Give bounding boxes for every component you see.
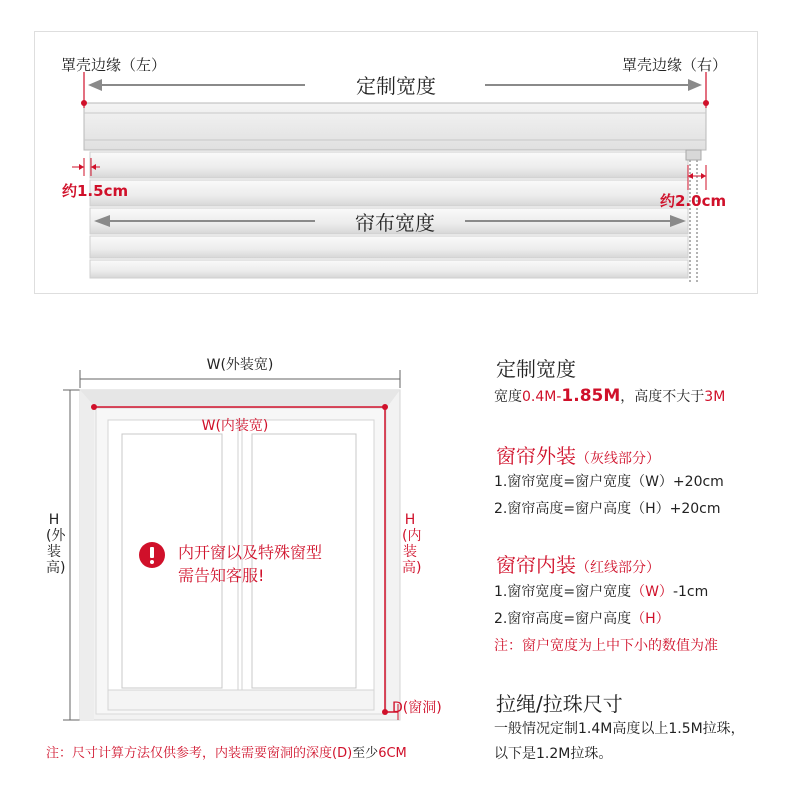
fabric-slat [90, 152, 688, 178]
bottom-note-prefix: 注：尺寸计算方法仅供参考，内装需要窗洞的 [46, 746, 307, 761]
cord-line-1: 一般情况定制1.4M高度以上1.5M拉珠， [494, 721, 745, 737]
inner-install-line-2 [494, 608, 670, 628]
top-diagram-svg [0, 0, 790, 300]
outer-height-label: H(外装高) [46, 512, 66, 576]
outer-install-title: 窗帘外装 [496, 444, 576, 468]
inner-line1-suffix: -1cm [672, 584, 709, 600]
inner-install-subtitle: （红线部分） [576, 560, 660, 576]
exclamation-circle-icon [138, 541, 166, 569]
inner-height-label: H(内装高) [402, 512, 422, 576]
bottom-note-depth: 深度(D) [306, 746, 353, 761]
headrail [84, 103, 706, 150]
fabric-slat [90, 180, 688, 206]
width-prefix: 宽度 [494, 389, 522, 405]
inner-install-heading [496, 549, 660, 578]
right-gap-label: 约2.0cm [660, 192, 727, 210]
inner-line2-h: （H） [631, 611, 670, 627]
warning-line-2: 需告知客服! [178, 566, 265, 585]
fabric-slat [90, 236, 688, 258]
height-text: ，高度不大于 [620, 389, 705, 405]
warning-line-1: 内开窗以及特殊窗型 [178, 543, 323, 562]
width-max: 1.85M [561, 386, 621, 406]
custom-width-range [494, 386, 725, 406]
depth-label: D(窗洞) [392, 700, 442, 716]
height-max: 3M [704, 389, 726, 405]
bottom-note-suffix-1: 至少 [352, 746, 379, 761]
outer-install-line-1: 1.窗帘宽度=窗户宽度（W）+20cm [494, 474, 724, 490]
outer-install-line-2: 2.窗帘高度=窗户高度（H）+20cm [494, 501, 721, 517]
fabric-width-label: 帘布宽度 [355, 211, 435, 235]
cord-title: 拉绳/拉珠尺寸 [496, 692, 623, 716]
fabric-slat [90, 260, 688, 278]
bottom-note [46, 742, 407, 761]
inner-install-title: 窗帘内装 [496, 553, 576, 577]
custom-width-title: 定制宽度 [496, 357, 576, 381]
outer-install-subtitle: （灰线部分） [576, 451, 660, 467]
bottom-note-suffix-2: 6CM [378, 746, 407, 761]
outer-height-dimension [63, 390, 80, 720]
width-min: 0.4M- [522, 389, 562, 405]
custom-width-label: 定制宽度 [356, 74, 436, 98]
inner-install-line-1 [494, 581, 708, 601]
cord-line-2: 以下是1.2M拉珠。 [494, 746, 613, 762]
left-gap-label: 约1.5cm [62, 182, 129, 200]
inner-width-label: W(内装宽) [201, 418, 269, 434]
outer-install-heading [496, 440, 660, 469]
inner-install-note: 注：窗户宽度为上中下小的数值为准 [494, 638, 718, 654]
inner-line1-prefix: 1.窗帘宽度=窗户宽度 [494, 584, 632, 600]
inner-line2-prefix: 2.窗帘高度=窗户高度 [494, 611, 632, 627]
outer-width-label: W(外装宽) [206, 357, 274, 373]
inner-line1-w: （W） [631, 584, 673, 600]
housing-right-label: 罩壳边缘（右） [622, 56, 728, 74]
window-diagram-svg [0, 330, 470, 730]
housing-left-label: 罩壳边缘（左） [61, 56, 167, 74]
